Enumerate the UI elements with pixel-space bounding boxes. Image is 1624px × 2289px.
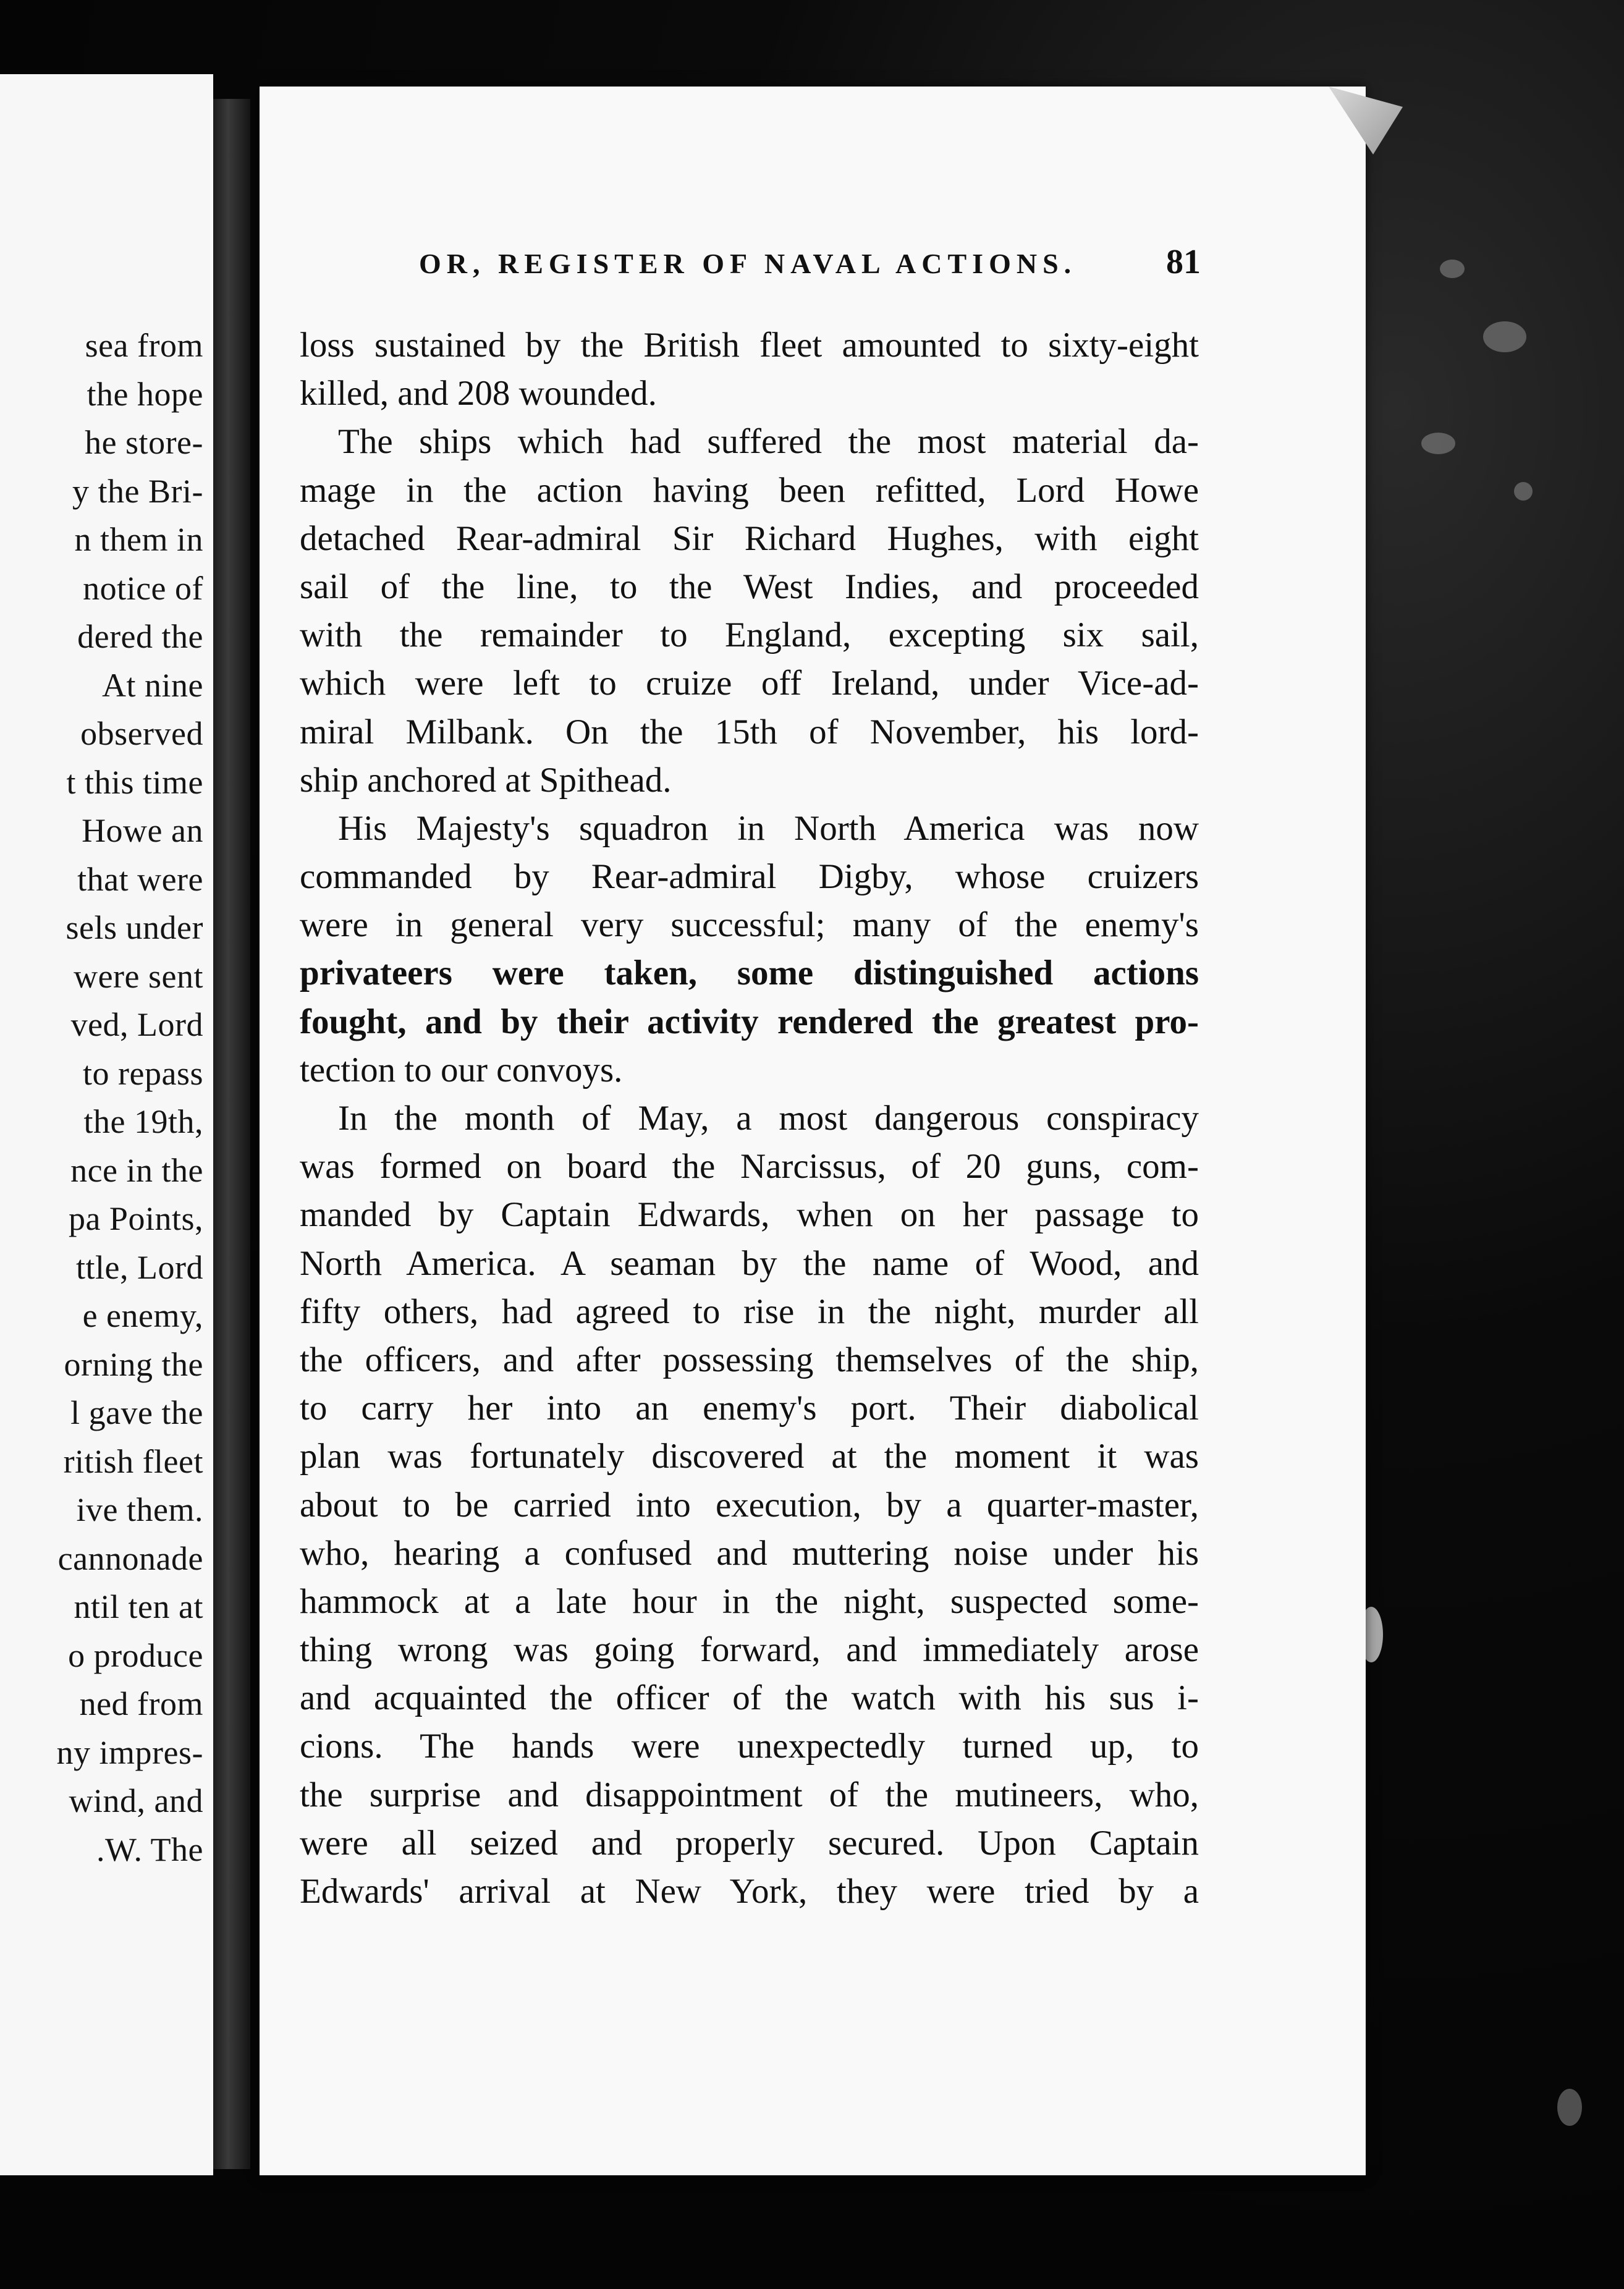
left-page-line: he store- (85, 424, 203, 461)
scan-speckle (1483, 321, 1526, 352)
left-page-line: dered the (77, 618, 203, 655)
text-line: His Majesty's squadron in North America was now (338, 808, 1199, 848)
left-page-line: to repass (83, 1054, 203, 1092)
text-line: ship anchored at Spithead. (300, 760, 672, 800)
left-page-line: cannonade (57, 1539, 203, 1577)
text-line: commanded by Rear-admiral Digby, whose cruizers (300, 857, 1199, 897)
text-line: killed, and 208 wounded. (300, 374, 657, 413)
text-line: In the month of May, a most dangerous conspiracy (338, 1099, 1199, 1138)
left-page-line: ive them. (76, 1491, 203, 1528)
text-line: and acquainted the officer of the watch with his sus i- (300, 1678, 1199, 1718)
left-page-line: ned from (79, 1685, 203, 1722)
running-title: OR, REGISTER OF NAVAL ACTIONS. (419, 248, 1077, 279)
left-page-line: were sent (74, 957, 203, 995)
left-page-line: pa Points, (68, 1200, 203, 1237)
left-page-line: At nine (102, 666, 203, 704)
text-line: hammock at a late hour in the night, suspected some- (300, 1581, 1199, 1621)
text-line: who, hearing a confused and muttering noise under his (300, 1533, 1199, 1573)
left-page-line: wind, and (69, 1782, 203, 1819)
text-line: detached Rear-admiral Sir Richard Hughes, with eight (300, 518, 1199, 558)
left-page-line: ritish fleet (63, 1442, 203, 1480)
left-page-line: sels under (66, 909, 203, 946)
left-page-line: n them in (74, 521, 203, 558)
text-line: fought, and by their activity rendered the greatest pro- (300, 1002, 1199, 1041)
left-page-line: .W. The (96, 1830, 203, 1868)
left-page-line: the hope (87, 375, 203, 413)
scan-speckle (1514, 482, 1533, 501)
text-line: about to be carried into execution, by a quarter-master, (300, 1485, 1199, 1525)
left-page-fragment (0, 74, 213, 2175)
left-page-line: that were (77, 860, 203, 898)
text-line: mage in the action having been refitted, Lord Howe (300, 470, 1199, 510)
text-line: the surprise and disappointment of the mutineers, who, (300, 1775, 1199, 1814)
text-line: sail of the line, to the West Indies, and proceeded (300, 567, 1199, 606)
text-line: to carry her into an enemy's port. Their diabolical (300, 1389, 1199, 1428)
text-line: were in general very successful; many of the enemy's (300, 905, 1199, 945)
body-text (300, 321, 1199, 1916)
left-page-line: ny impres- (56, 1733, 203, 1771)
left-page-line: Howe an (82, 812, 203, 849)
text-line: Edwards' arrival at New York, they were tried by a (300, 1872, 1199, 1911)
text-line: was formed on board the Narcissus, of 20 guns, com- (300, 1147, 1199, 1187)
scan-speckle (1557, 2089, 1582, 2126)
left-page-line: y the Bri- (72, 472, 203, 510)
text-line: thing wrong was going forward, and immediately arose (300, 1630, 1199, 1670)
left-page-line: l gave the (70, 1394, 203, 1431)
text-line: tection to our convoys. (300, 1050, 623, 1089)
left-page-line: ttle, Lord (76, 1248, 203, 1286)
text-line: the officers, and after possessing themselves of the ship, (300, 1340, 1199, 1379)
book-gutter (213, 99, 250, 2169)
left-page-text (0, 321, 203, 1874)
text-line: cions. The hands were unexpectedly turned up, to (300, 1727, 1199, 1766)
left-page-line: t this time (66, 763, 203, 801)
left-page-line: sea from (85, 327, 203, 364)
scan-speckle (1440, 260, 1465, 278)
left-page-line: e enemy, (82, 1297, 203, 1334)
text-line: The ships which had suffered the most material da- (338, 422, 1199, 462)
text-line: fifty others, had agreed to rise in the night, murder all (300, 1292, 1199, 1331)
text-line: were all seized and properly secured. Upon Captain (300, 1823, 1199, 1863)
text-line: manded by Captain Edwards, when on her passage to (300, 1195, 1199, 1235)
text-line: North America. A seaman by the name of Wood, and (300, 1243, 1199, 1283)
left-page-line: ntil ten at (74, 1588, 203, 1625)
left-page-line: nce in the (70, 1151, 203, 1189)
left-page-line: the 19th, (83, 1103, 203, 1140)
left-page-line: o produce (68, 1636, 203, 1674)
running-head (419, 242, 1201, 286)
left-page-line: notice of (83, 569, 203, 607)
page-number: 81 (1166, 243, 1201, 281)
left-page-line: orning the (64, 1345, 203, 1383)
scan-speckle (1421, 433, 1455, 454)
text-line: privateers were taken, some distinguished actions (300, 954, 1199, 993)
text-line: which were left to cruize off Ireland, under Vice-ad- (300, 664, 1199, 703)
text-line: with the remainder to England, excepting six sail, (300, 616, 1199, 655)
text-line: loss sustained by the British fleet amounted to sixty-eight (300, 326, 1199, 365)
text-line: miral Milbank. On the 15th of November, his lord- (300, 712, 1199, 751)
left-page-line: ved, Lord (70, 1006, 203, 1043)
left-page-line: observed (80, 715, 203, 752)
text-line: plan was fortunately discovered at the moment it was (300, 1437, 1199, 1476)
